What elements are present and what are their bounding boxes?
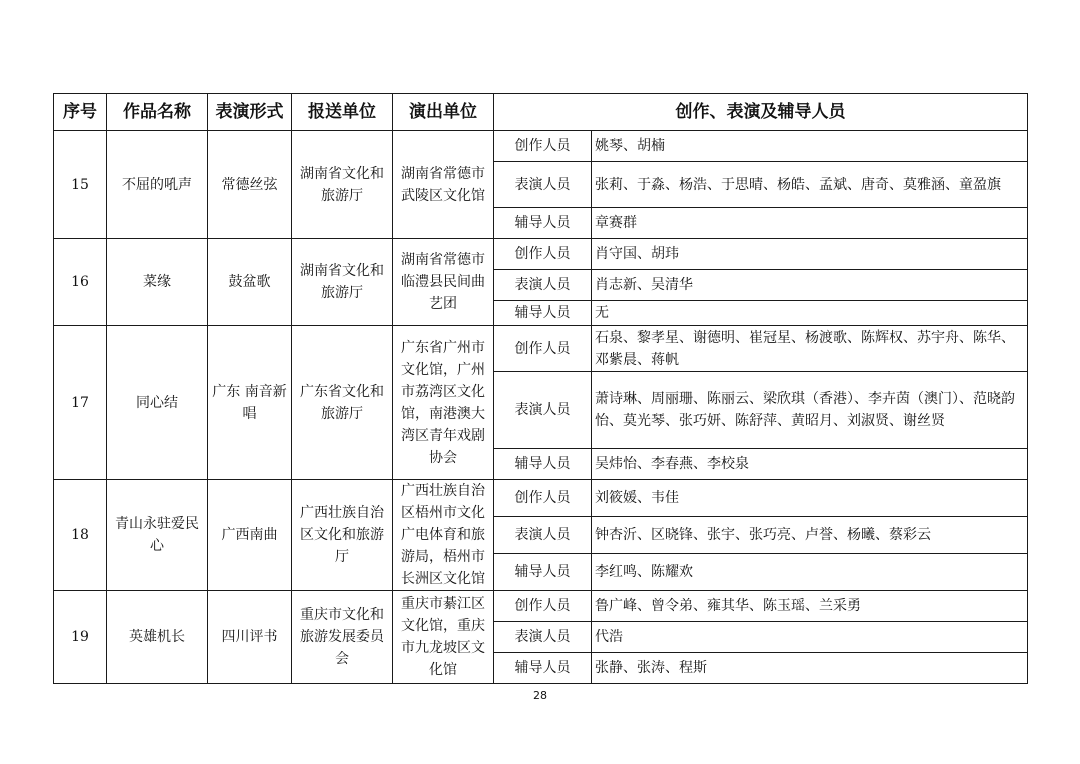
entry-form: 鼓盆歌 xyxy=(208,239,292,326)
entry-title: 同心结 xyxy=(107,326,208,480)
entry-no: 15 xyxy=(54,131,107,239)
entry-title: 英雄机长 xyxy=(107,591,208,684)
entry-title: 青山永驻爱民心 xyxy=(107,480,208,591)
role-label: 创作人员 xyxy=(494,131,592,162)
entry-title: 不屈的吼声 xyxy=(107,131,208,239)
entry-no: 17 xyxy=(54,326,107,480)
table-row xyxy=(54,480,1028,517)
people-list: 萧诗琳、周丽珊、陈丽云、梁欣琪（香港）、李卉茵（澳门）、范晓韵怡、莫光琴、张巧妍、陈舒萍、黄昭月、刘淑贤、谢丝贤 xyxy=(592,372,1028,449)
role-label: 创作人员 xyxy=(494,239,592,270)
entry-performer: 广东省广州市文化馆，广州市荔湾区文化馆，南港澳大湾区青年戏剧协会 xyxy=(393,326,494,480)
page-number: 28 xyxy=(533,689,547,702)
entry-performer: 湖南省常德市武陵区文化馆 xyxy=(393,131,494,239)
people-list: 刘筱媛、韦佳 xyxy=(592,480,1028,517)
table-row xyxy=(54,239,1028,270)
entry-no: 19 xyxy=(54,591,107,684)
header-row xyxy=(54,94,1028,131)
entry-form: 四川评书 xyxy=(208,591,292,684)
people-list: 石泉、黎孝星、谢德明、崔冠星、杨渡歌、陈辉权、苏宇舟、陈华、邓紫晨、蒋帆 xyxy=(592,326,1028,372)
people-list: 章赛群 xyxy=(592,208,1028,239)
header-performer: 演出单位 xyxy=(393,94,494,131)
roster-table xyxy=(53,93,1028,684)
table-row xyxy=(54,591,1028,622)
entry-performer: 重庆市綦江区文化馆，重庆市九龙坡区文化馆 xyxy=(393,591,494,684)
people-list: 李红鸣、陈耀欢 xyxy=(592,554,1028,591)
header-form: 表演形式 xyxy=(208,94,292,131)
entry-form: 广东 南音新唱 xyxy=(208,326,292,480)
entry-submitter: 广东省文化和旅游厅 xyxy=(292,326,393,480)
entry-performer: 广西壮族自治区梧州市文化广电体育和旅游局，梧州市长洲区文化馆 xyxy=(393,480,494,591)
people-list: 张静、张涛、程斯 xyxy=(592,653,1028,684)
people-list: 钟杏沂、区晓锋、张宇、张巧亮、卢誉、杨曦、蔡彩云 xyxy=(592,517,1028,554)
entry-submitter: 湖南省文化和旅游厅 xyxy=(292,239,393,326)
people-list: 代浩 xyxy=(592,622,1028,653)
role-label: 表演人员 xyxy=(494,517,592,554)
role-label: 辅导人员 xyxy=(494,554,592,591)
role-label: 表演人员 xyxy=(494,162,592,208)
role-label: 表演人员 xyxy=(494,622,592,653)
table-row xyxy=(54,326,1028,372)
table-row xyxy=(54,131,1028,162)
people-list: 肖守国、胡玮 xyxy=(592,239,1028,270)
role-label: 表演人员 xyxy=(494,270,592,301)
role-label: 辅导人员 xyxy=(494,449,592,480)
entry-title: 菜缘 xyxy=(107,239,208,326)
people-list: 吴炜怡、李春燕、李校泉 xyxy=(592,449,1028,480)
role-label: 创作人员 xyxy=(494,591,592,622)
role-label: 表演人员 xyxy=(494,372,592,449)
people-list: 无 xyxy=(592,301,1028,326)
role-label: 辅导人员 xyxy=(494,301,592,326)
people-list: 姚琴、胡楠 xyxy=(592,131,1028,162)
header-no: 序号 xyxy=(54,94,107,131)
header-title: 作品名称 xyxy=(107,94,208,131)
role-label: 辅导人员 xyxy=(494,208,592,239)
entry-submitter: 重庆市文化和旅游发展委员会 xyxy=(292,591,393,684)
entry-no: 18 xyxy=(54,480,107,591)
role-label: 辅导人员 xyxy=(494,653,592,684)
header-people: 创作、表演及辅导人员 xyxy=(494,94,1028,131)
entry-submitter: 湖南省文化和旅游厅 xyxy=(292,131,393,239)
entry-form: 常德丝弦 xyxy=(208,131,292,239)
role-label: 创作人员 xyxy=(494,480,592,517)
entry-no: 16 xyxy=(54,239,107,326)
entry-submitter: 广西壮族自治区文化和旅游厅 xyxy=(292,480,393,591)
people-list: 鲁广峰、曾令弟、雍其华、陈玉瑶、兰采勇 xyxy=(592,591,1028,622)
people-list: 张莉、于淼、杨浩、于思晴、杨皓、孟斌、唐奇、莫雅涵、童盈旗 xyxy=(592,162,1028,208)
people-list: 肖志新、吴清华 xyxy=(592,270,1028,301)
entry-form: 广西南曲 xyxy=(208,480,292,591)
entry-performer: 湖南省常德市临澧县民间曲艺团 xyxy=(393,239,494,326)
role-label: 创作人员 xyxy=(494,326,592,372)
header-submitter: 报送单位 xyxy=(292,94,393,131)
